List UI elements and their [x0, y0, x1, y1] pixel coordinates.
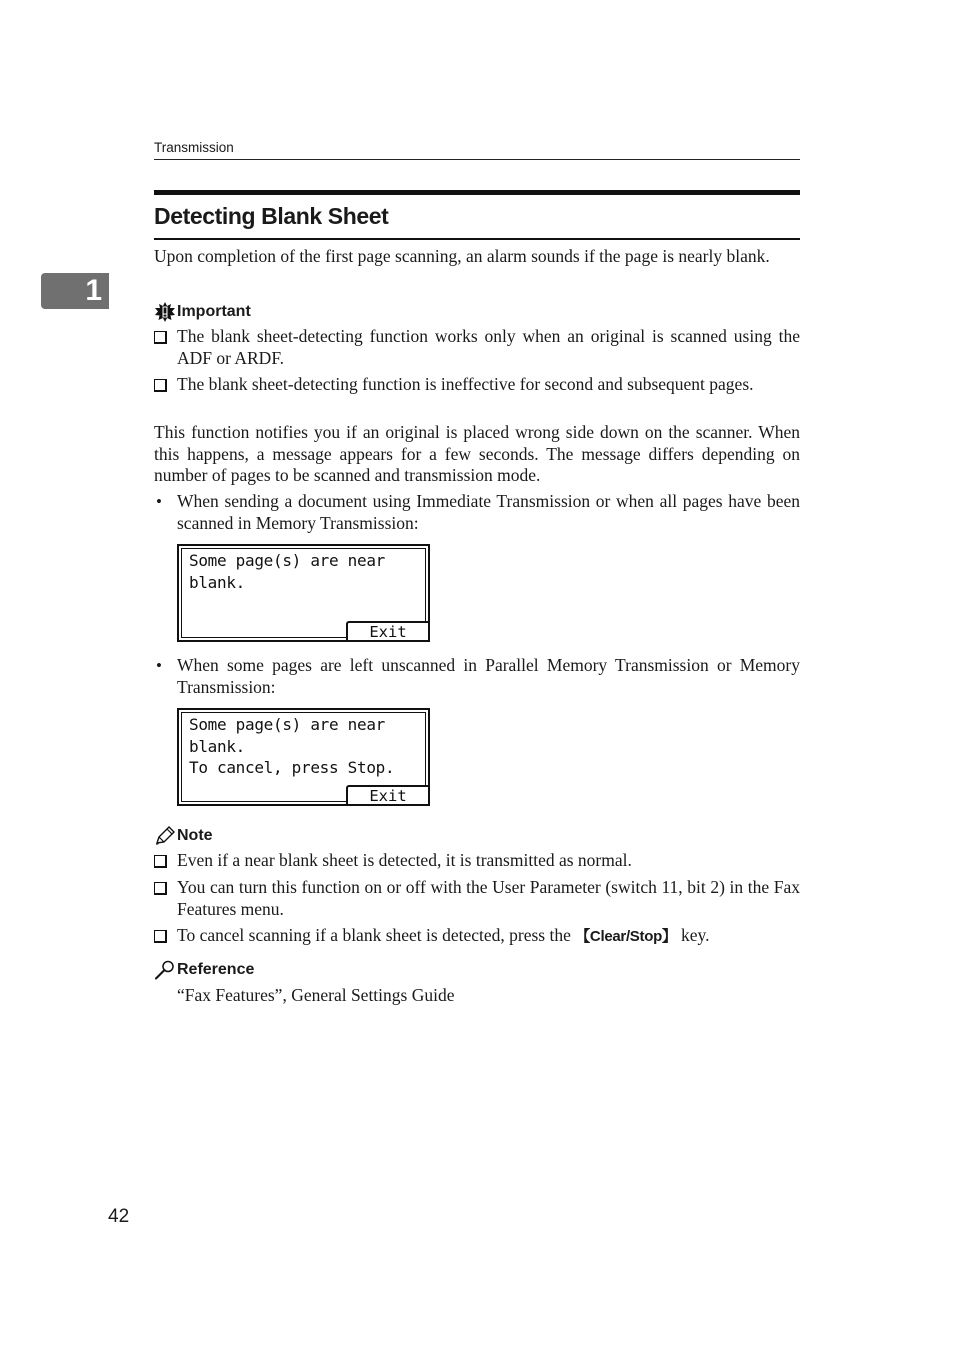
- chapter-tab: [41, 273, 109, 309]
- pencil-icon: [154, 826, 176, 846]
- important-icon: [154, 302, 176, 322]
- lcd-message: Some page(s) are near blank.: [189, 551, 385, 592]
- reference-text: “Fax Features”, General Settings Guide: [177, 985, 455, 1005]
- bullet-icon: •: [156, 656, 162, 675]
- checkbox-icon: [154, 877, 174, 901]
- bullet-item: • When sending a document using Immediate Transmission or when all pages have been scanned in Memory Transmission:: [156, 491, 800, 533]
- bullet-item: • When some pages are left unscanned in Parallel Memory Transmission or Memory Transmission:: [156, 655, 800, 697]
- checkbox-icon: [154, 374, 174, 398]
- note-item: Even if a near blank sheet is detected, it is transmitted as normal.: [154, 850, 800, 872]
- reference-label-text: Reference: [177, 961, 255, 978]
- running-header: Transmission: [154, 138, 800, 160]
- important-item: The blank sheet-detecting function works only when an original is scanned using the ADF or ARDF.: [154, 326, 800, 370]
- important-label: [154, 302, 251, 322]
- checkbox-icon: [154, 925, 174, 949]
- note-label-text: Note: [177, 827, 213, 844]
- checkbox-icon: [154, 326, 174, 350]
- exit-button[interactable]: Exit: [346, 785, 430, 806]
- important-label-text: Important: [177, 303, 251, 320]
- note-item: You can turn this function on or off with the User Parameter (switch 11, bit 2) in the Fax Features menu.: [154, 877, 800, 921]
- reference-label: [154, 960, 254, 980]
- body-paragraph: This function notifies you if an original is placed wrong side down on the scanner. When this happens, a message appears for a few seconds. The message differs depending on number of pages to be scanned and transmission mode.: [154, 422, 800, 485]
- intro-paragraph: Upon completion of the first page scanning, an alarm sounds if the page is nearly blank.: [154, 246, 770, 266]
- chapter-number: 1: [85, 274, 102, 307]
- important-item: The blank sheet-detecting function is ineffective for second and subsequent pages.: [154, 374, 800, 418]
- page-number: 42: [108, 1206, 130, 1227]
- lcd-message: Some page(s) are near blank. To cancel, press Stop.: [189, 715, 395, 777]
- heading-rule: [154, 190, 800, 195]
- note-item: To cancel scanning if a blank sheet is detected, press the 【Clear/Stop】 key.: [154, 925, 800, 947]
- exit-button[interactable]: Exit: [346, 621, 430, 642]
- section-title: Detecting Blank Sheet: [154, 200, 800, 240]
- magnifier-icon: [154, 960, 176, 980]
- checkbox-icon: [154, 850, 174, 874]
- clear-stop-key: 【Clear/Stop】: [575, 928, 677, 945]
- note-label: [154, 826, 213, 846]
- lcd-screen: [177, 544, 430, 642]
- bullet-icon: •: [156, 492, 162, 511]
- lcd-screen: [177, 708, 430, 806]
